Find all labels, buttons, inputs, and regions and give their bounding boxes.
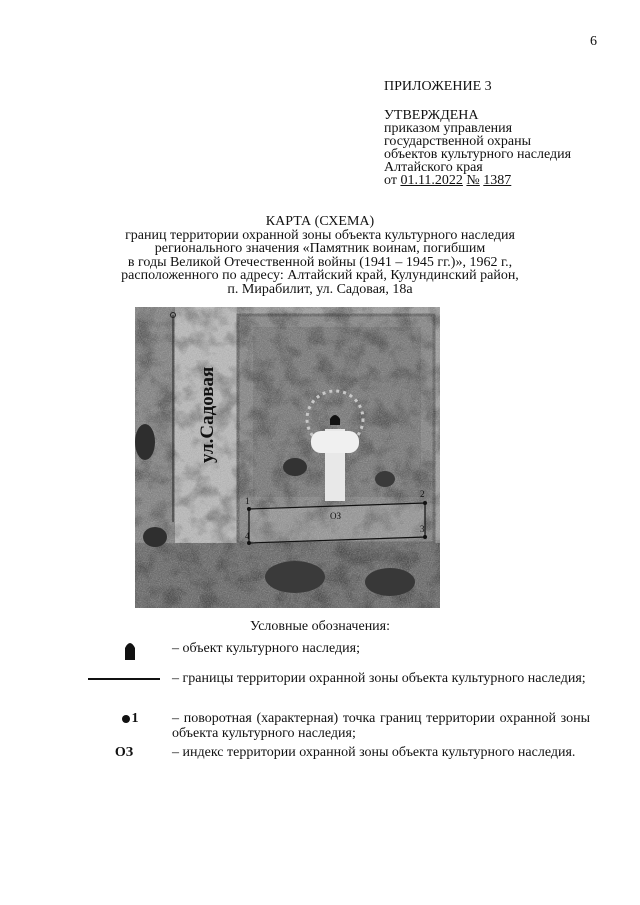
title-line: п. Мирабилит, ул. Садовая, 18а (227, 281, 413, 297)
approval-line: Алтайского края (384, 160, 483, 175)
turning-point-icon (122, 715, 130, 723)
approval-date: 01.11.2022 (400, 173, 463, 188)
legend-item-point: 1 – поворотная (характерная) точка границ территории охранной зоны объекта культурного наследия; (100, 711, 590, 743)
street-label: ул.Садовая (197, 366, 218, 463)
boundary-line-icon (88, 678, 160, 680)
approval-line: приказом управления (384, 121, 513, 136)
legend-item-boundary: – границы территории охранной зоны объекта культурного наследия; (100, 671, 590, 703)
page-number: 6 (590, 34, 597, 49)
point-label: 3 (420, 524, 425, 534)
zone-boundary (249, 503, 425, 543)
title-line: границ территории охранной зоны объекта культурного наследия (125, 227, 515, 243)
title-line: расположенного по адресу: Алтайский край, Кулундинский район, (121, 268, 519, 284)
satellite-map (135, 307, 440, 608)
title-line: регионального значения «Памятник воинам, погибшим (154, 241, 486, 257)
approved-label: УТВЕРЖДЕНА (384, 108, 479, 123)
point-label: 1 (245, 496, 250, 506)
point-label: 4 (245, 531, 250, 541)
legend-item-object: – объект культурного наследия; (100, 640, 590, 662)
legend-item-index: ОЗ – индекс территории охранной зоны объекта культурного наследия. (114, 745, 576, 760)
title-heading: КАРТА (СХЕМА) (265, 214, 375, 229)
monument-icon (123, 640, 137, 660)
legend-title: Условные обозначения: (249, 619, 391, 634)
zone-index-label: ОЗ (330, 511, 342, 521)
title-line: в годы Великой Отечественной войны (1941 – 1945 гг.)», 1962 г., (127, 254, 513, 270)
approval-line: объектов культурного наследия (384, 147, 572, 162)
appendix-label: ПРИЛОЖЕНИЕ 3 (384, 79, 492, 94)
approval-line: государственной охраны (384, 134, 532, 149)
point-label: 2 (420, 489, 425, 499)
approval-block (384, 80, 571, 187)
map-title (90, 215, 550, 297)
approval-number: 1387 (483, 173, 512, 188)
approval-date-line: от 01.11.2022 № 1387 (384, 173, 512, 188)
